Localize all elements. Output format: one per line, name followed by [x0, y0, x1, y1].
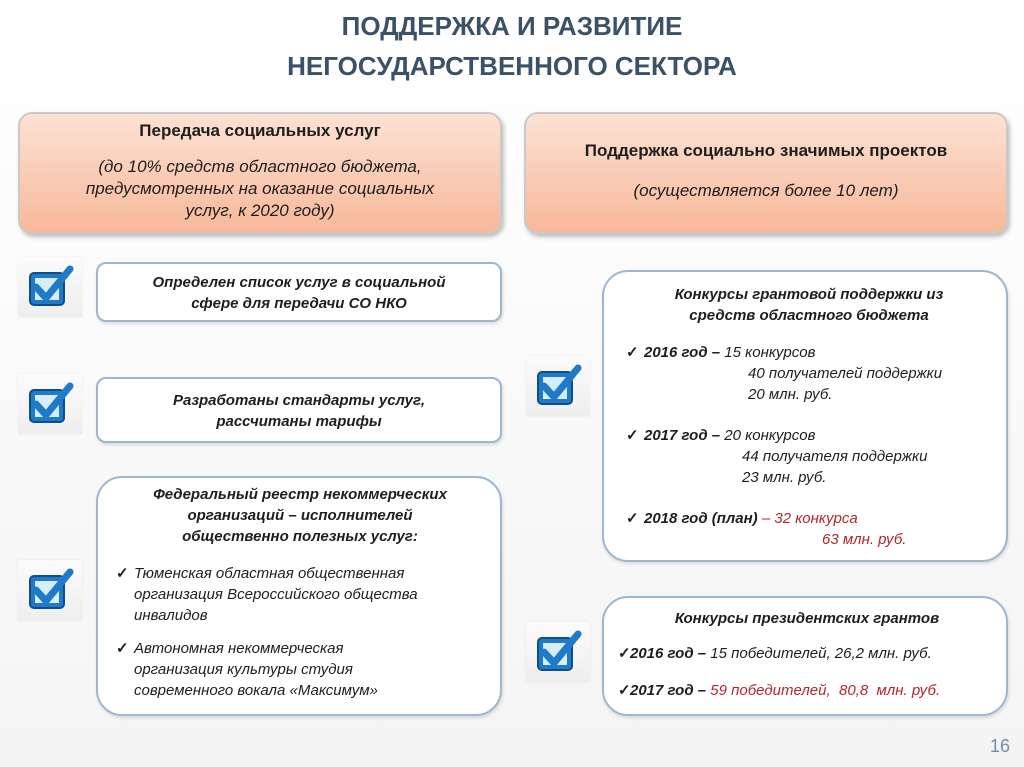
presidential-result: 15 победителей, 26,2 млн. руб.	[710, 645, 932, 662]
social-services-subtitle-2: предусмотренных на оказание социальных	[85, 179, 435, 198]
slide-title	[0, 6, 1024, 86]
registry-item-line: организация Всероссийского общества	[134, 586, 418, 603]
regional-grants-title	[626, 284, 992, 326]
social-services-title: Передача социальных услуг	[139, 121, 381, 140]
presidential-grants-box	[602, 596, 1008, 716]
presidential-grants-title: Конкурсы президентских грантов	[674, 610, 940, 627]
list-item	[626, 342, 992, 405]
check-mark-bullet: ✓	[626, 510, 639, 527]
list-item	[116, 563, 484, 626]
services-list-box	[96, 262, 502, 322]
grant-contests: 20 конкурсов	[724, 427, 816, 444]
checkbox-check-icon	[18, 374, 82, 434]
presidential-year: 2016 год –	[630, 645, 707, 662]
grant-dash: –	[761, 510, 771, 527]
standards-line-2: рассчитаны тарифы	[216, 413, 382, 430]
checkbox-check-icon	[526, 356, 590, 416]
standards-box	[96, 377, 502, 443]
grant-recipients: 44 получателя поддержки	[742, 448, 928, 465]
services-list-line-2: сфере для передачи СО НКО	[191, 295, 407, 312]
list-item	[618, 643, 996, 664]
regional-grants-title-line-2: средств областного бюджета	[689, 307, 929, 324]
slide-title-line-1: ПОДДЕРЖКА И РАЗВИТИЕ	[341, 11, 683, 41]
checkbox-check-icon	[18, 257, 82, 317]
list-item	[626, 508, 992, 550]
grant-year: 2018 год (план)	[644, 510, 758, 527]
services-list-line-1: Определен список услуг в социальной	[152, 274, 446, 291]
check-mark-bullet: ✓	[618, 682, 631, 699]
check-mark-bullet: ✓	[116, 640, 129, 657]
grant-recipients: 40 получателей поддержки	[748, 365, 943, 382]
list-item	[626, 425, 992, 488]
list-item	[116, 638, 484, 701]
registry-title-line-2: организаций – исполнителей	[187, 507, 413, 524]
grant-amount: 20 млн. руб.	[748, 386, 833, 403]
check-mark-bullet: ✓	[626, 344, 639, 361]
registry-box	[96, 476, 502, 716]
registry-title-line-3: общественно полезных услуг:	[182, 528, 418, 545]
list-item	[618, 680, 996, 701]
standards-line-1: Разработаны стандарты услуг,	[173, 392, 425, 409]
presidential-year: 2017 год –	[630, 682, 707, 699]
registry-item-line: инвалидов	[134, 607, 208, 624]
grant-year: 2017 год –	[644, 427, 721, 444]
grant-amount: 63 млн. руб.	[822, 531, 907, 548]
presidential-result: 59 победителей, 80,8 млн. руб.	[710, 682, 941, 699]
checkbox-check-icon	[18, 560, 82, 620]
grant-year: 2016 год –	[644, 344, 721, 361]
regional-grants-box	[602, 270, 1008, 562]
slide-title-line-2: НЕГОСУДАРСТВЕННОГО СЕКТОРА	[287, 51, 737, 81]
registry-item-line: Автономная некоммерческая	[134, 640, 344, 657]
page-number: 16	[989, 736, 1010, 756]
grant-contests: 15 конкурсов	[724, 344, 816, 361]
grant-contests: 32 конкурса	[774, 510, 858, 527]
check-mark-bullet: ✓	[626, 427, 639, 444]
registry-item-line: современного вокала «Максимум»	[134, 682, 378, 699]
regional-grants-title-line-1: Конкурсы грантовой поддержки из	[674, 286, 944, 303]
social-services-header	[18, 112, 502, 234]
registry-title	[116, 484, 484, 547]
check-mark-bullet: ✓	[116, 565, 129, 582]
registry-item-line: Тюменская областная общественная	[134, 565, 405, 582]
registry-item-line: организация культуры студия	[134, 661, 353, 678]
grant-amount: 23 млн. руб.	[742, 469, 827, 486]
social-services-subtitle-3: услуг, к 2020 году)	[185, 201, 335, 220]
registry-title-line-1: Федеральный реестр некоммерческих	[153, 486, 447, 503]
projects-support-subtitle: (осуществляется более 10 лет)	[633, 181, 899, 200]
check-mark-bullet: ✓	[618, 645, 631, 662]
projects-support-title: Поддержка социально значимых проектов	[584, 141, 948, 160]
checkbox-check-icon	[526, 622, 590, 682]
projects-support-header	[524, 112, 1008, 234]
social-services-subtitle-1: (до 10% средств областного бюджета,	[98, 157, 422, 176]
